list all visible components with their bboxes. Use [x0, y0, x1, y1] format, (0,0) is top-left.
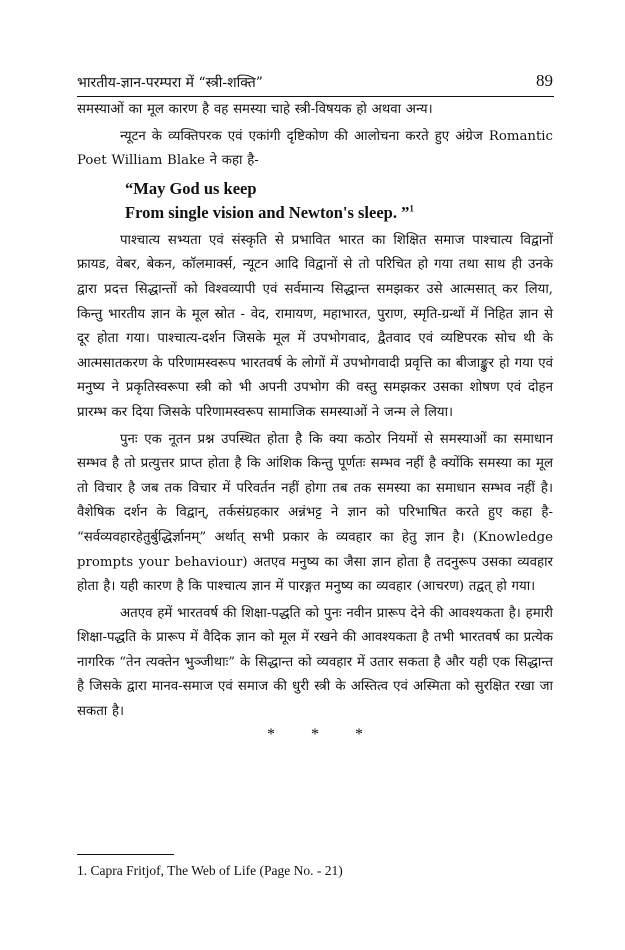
- paragraph-education-reform: अतएव हमें भारतवर्ष की शिक्षा-पद्धति को पुनः नवीन प्रारूप देने की आवश्यकता है। हमारी शिक्षा-पद्धति के प्रारूप में वैदिक ज्ञान को मूल में रखने की आवश्यकता है तभी भारतवर्ष का प्रत्येक नागरिक “तेन त्यक्तेन भुञ्जीथाः” के सिद्धान्त को व्यवहार में उतार सकता है और यही एक सिद्धान्त है जिसके द्वारा मानव-समाज एवं समाज की धुरी स्त्री के अस्तित्व एवं अस्मिता को सुरक्षित रखा जा सकता है।: [77, 605, 553, 720]
- footnote: 1. Capra Fritjof, The Web of Life (Page No. - 21): [77, 863, 343, 878]
- paragraph-knowledge-behaviour: पुनः एक नूतन प्रश्न उपस्थित होता है कि क्या कठोर नियमों से समस्याओं का समाधान सम्भव है तो प्रत्युत्तर प्राप्त होता है कि आंशिक किन्तु पूर्णतः सम्भव नहीं है क्योंकि समस्या का मूल तो विचार है जब तक विचार में परिवर्तन नहीं होगा तब तक समस्या का समाधान सम्भव नहीं है। वैशेषिक दर्शन के विद्वान्, तर्कसंग्रहकार अन्नंभट्ट ने ज्ञान को परिभाषित करते हुए कहा है- “सर्वव्यवहारहेतुर्बुद्धिर्ज्ञानम्” अर्थात् सभी प्रकार के व्यवहार का हेतु ज्ञान है। (Knowledge prompts your behaviour) अतएव मनुष्य का जैसा ज्ञान होता है तदनुरूप उसका व्यवहार होता है। यही कारण है कि पाश्चात्य ज्ञान में पारङ्गत मनुष्य का व्यवहार (आचरण) तद्वत् हो गया।: [77, 431, 553, 595]
- running-header: [77, 72, 553, 94]
- paragraph-blake-intro: न्यूटन के व्यक्तिपरक एवं एकांगी दृष्टिकोण की आलोचना करते हुए अंग्रेज Romantic Poet William Blake ने कहा है-: [77, 128, 553, 169]
- page-body: [77, 98, 553, 745]
- running-header-title: भारतीय-ज्ञान-परम्परा में “स्त्री-शक्ति”: [77, 75, 263, 91]
- quote-line-2-text: From single vision and Newton's sleep. ”: [125, 202, 410, 222]
- header-rule: [77, 96, 554, 97]
- page-number: 89: [536, 71, 553, 90]
- quote-line-2: [125, 201, 553, 225]
- quote-line-1: “May God us keep: [125, 178, 257, 198]
- blake-quote: [125, 177, 553, 225]
- footnote-rule: [77, 854, 174, 855]
- footnote-reference: 1: [409, 203, 414, 214]
- paragraph-continuation: समस्याओं का मूल कारण है वह समस्या चाहे स्त्री-विषयक हो अथवा अन्य।: [77, 102, 433, 117]
- paragraph-western-influence: पाश्चात्य सभ्यता एवं संस्कृति से प्रभावित भारत का शिक्षित समाज पाश्चात्य विद्वानों फ्रायड, वेबर, बेकन, कॉलमार्क्स, न्यूटन आदि विद्वानों से तो परिचित हो गया तथा साथ ही उनके द्वारा प्रदत्त सिद्धान्तों को विश्वव्यापी एवं सर्वमान्य सिद्धान्त समझकर उसे आत्मसात् कर लिया, किन्तु भारतीय ज्ञान के मूल स्रोत - वेद, रामायण, महाभारत, पुराण, स्मृति-ग्रन्थों में निहित ज्ञान से दूर होता गया। पाश्चात्य-दर्शन जिसके मूल में उपभोगवाद, द्वैतवाद एवं व्यष्टिपरक सोच थी के आत्मसातकरण के परिणामस्वरूप भारतवर्ष के लोगों में उपभोगवादी प्रवृत्ति का बीजाङ्कुर हो गया एवं मनुष्य ने प्रकृतिस्वरूपा स्त्री को भी अपनी उपभोग की वस्तु समझकर उसका शोषण एवं दोहन प्रारम्भ कर दिया जिसके परिणामस्वरूप सामाजिक समस्याओं ने जन्म ले लिया।: [77, 232, 553, 420]
- section-separator: * * *: [267, 725, 379, 743]
